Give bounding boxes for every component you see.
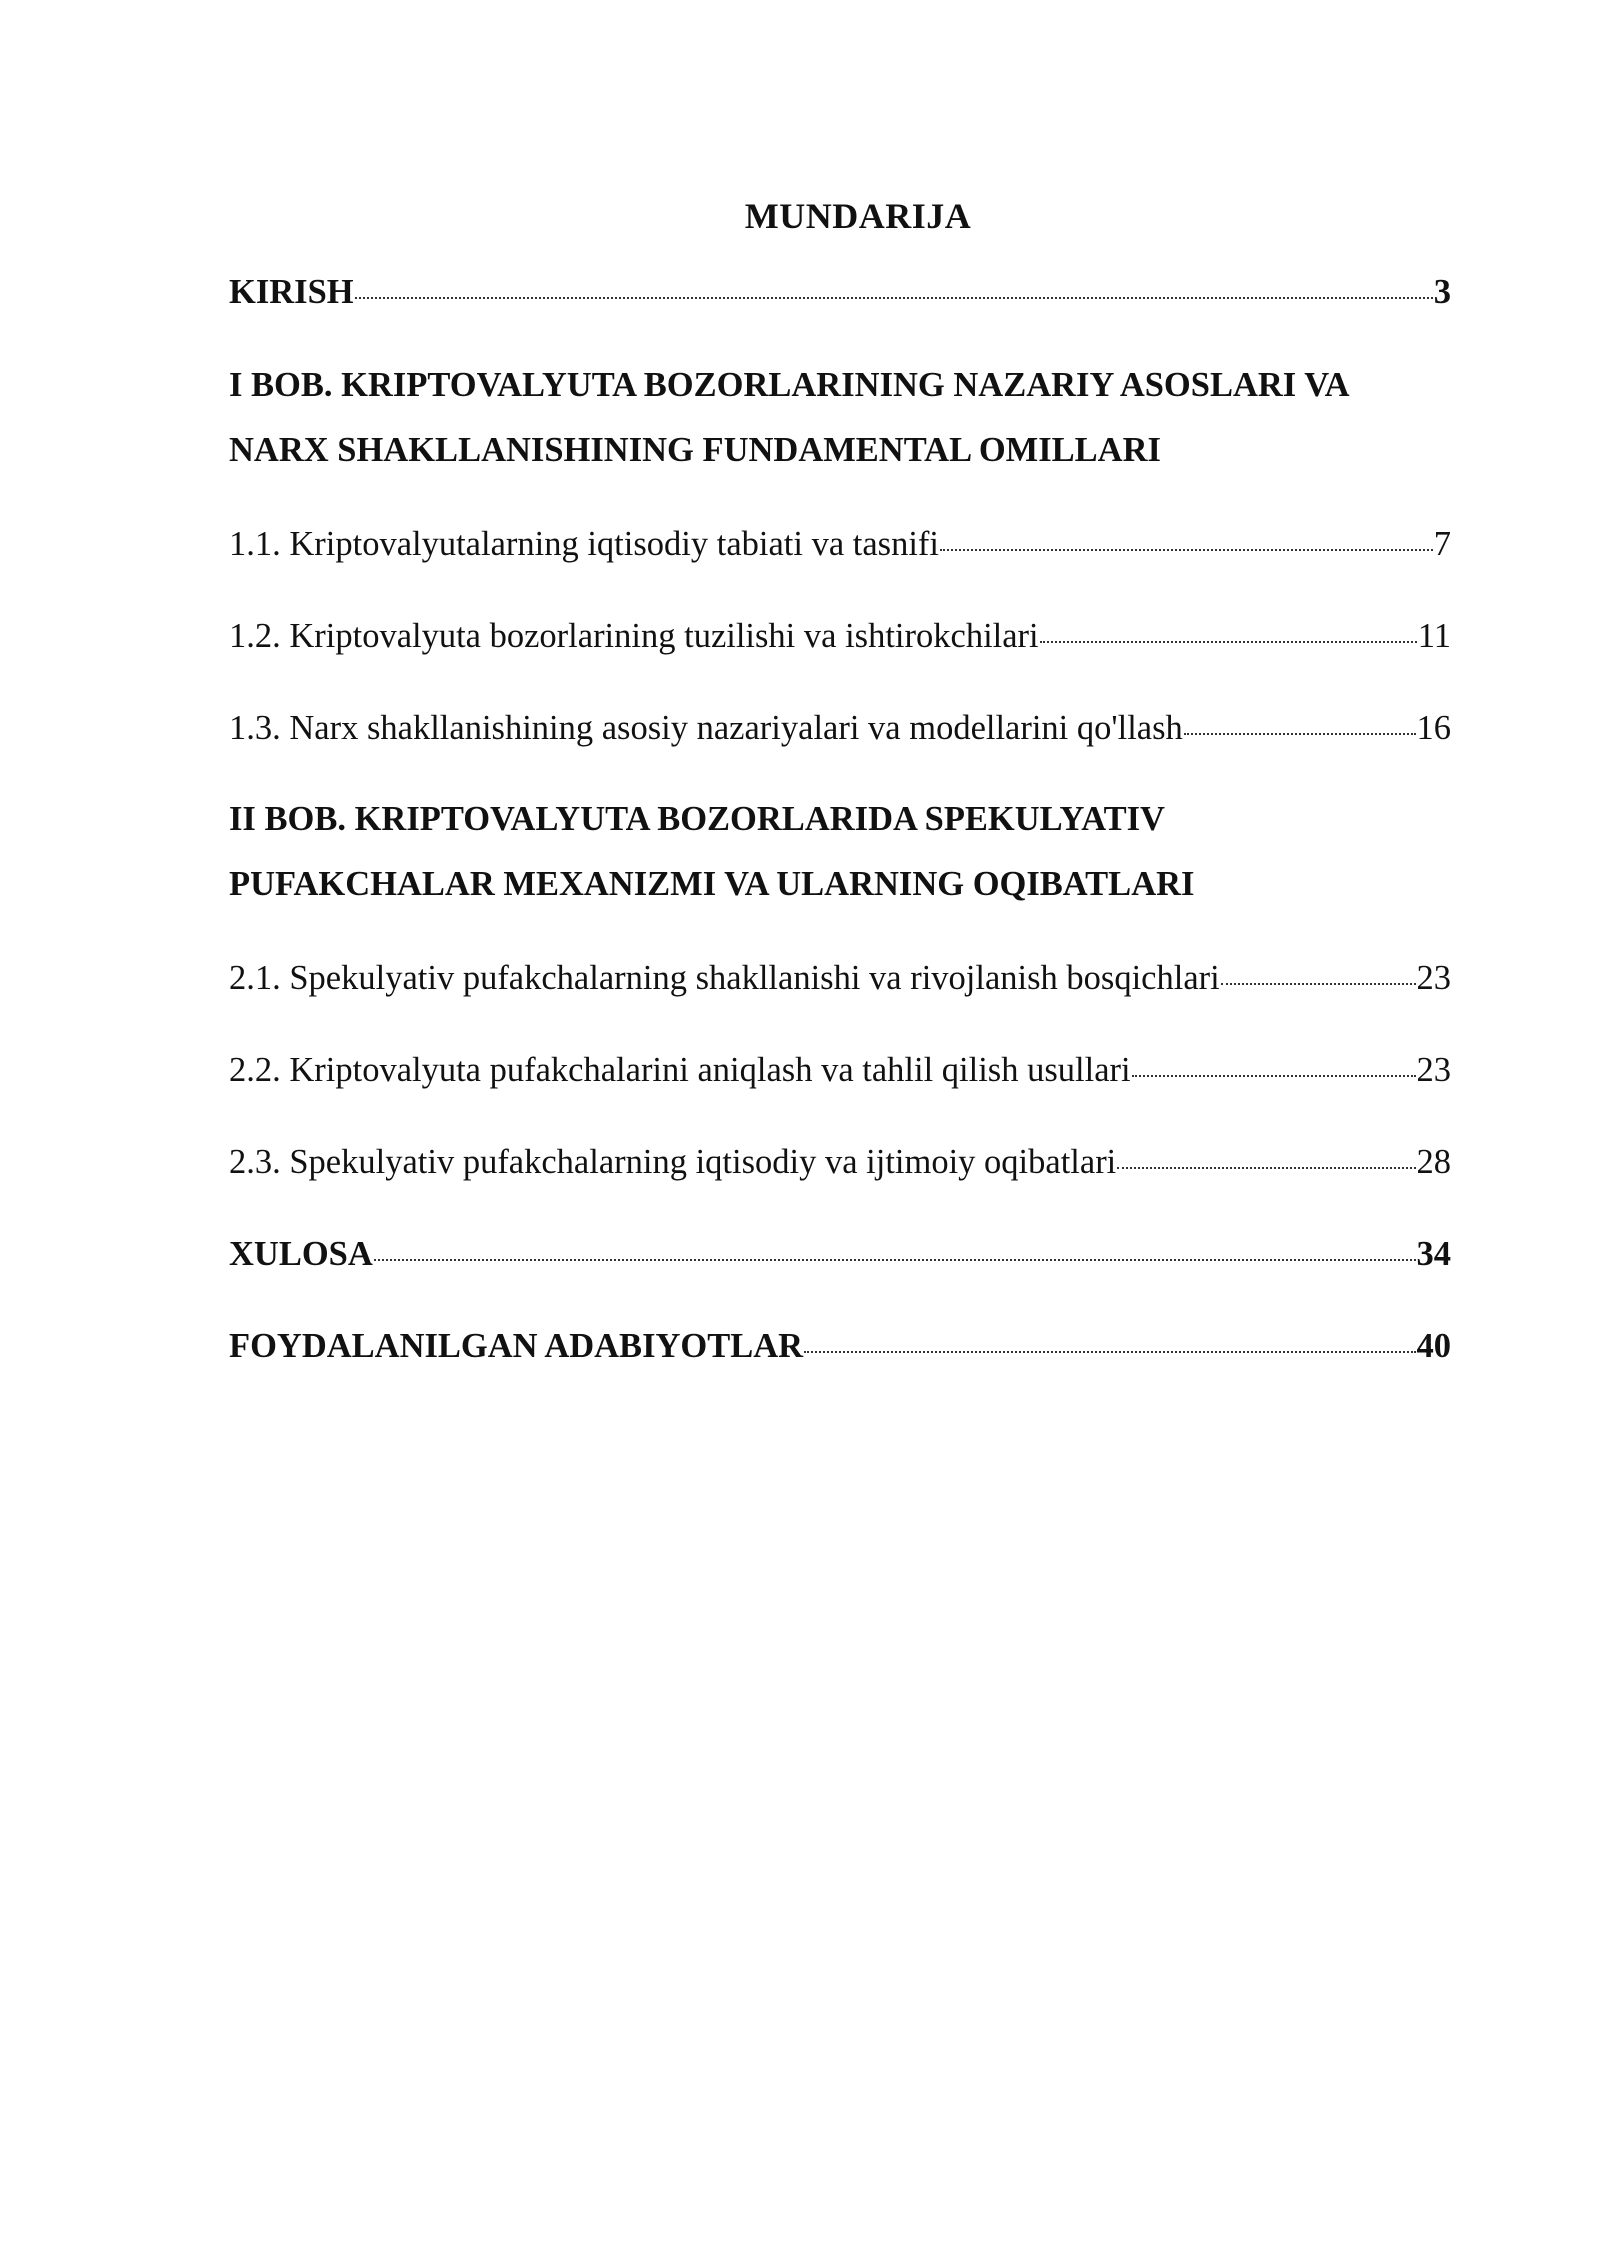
toc-entry-page: 16 [1416, 709, 1451, 747]
toc-entry-adabiyotlar[interactable] [229, 1322, 1451, 1370]
dot-leader [374, 1259, 1416, 1261]
toc-entry-page: 23 [1416, 1051, 1451, 1089]
dot-leader [1184, 733, 1416, 735]
toc-chapter-1[interactable] [229, 353, 1469, 483]
toc-entry-page: 40 [1416, 1327, 1451, 1365]
toc-entry-2-3[interactable] [229, 1138, 1451, 1186]
dot-leader [355, 297, 1433, 299]
dot-leader [1132, 1075, 1416, 1077]
toc-entry-page: 34 [1416, 1235, 1451, 1273]
toc-entry-label: KIRISH [229, 273, 354, 311]
dot-leader [804, 1351, 1415, 1353]
toc-chapter-line: NARX SHAKLLANISHINING FUNDAMENTAL OMILLARI [229, 431, 1161, 469]
toc-entry-page: 11 [1417, 617, 1451, 655]
toc-entry-1-3[interactable] [229, 704, 1451, 752]
toc-entry-label: 1.1. Kriptovalyutalarning iqtisodiy tabiati va tasnifi [229, 525, 939, 563]
dot-leader [1117, 1167, 1415, 1169]
toc-entry-label: 2.3. Spekulyativ pufakchalarning iqtisodiy va ijtimoiy oqibatlari [229, 1143, 1117, 1181]
toc-entry-label: 1.2. Kriptovalyuta bozorlarining tuzilishi va ishtirokchilari [229, 617, 1039, 655]
dot-leader [1221, 983, 1416, 985]
toc-entry-2-2[interactable] [229, 1046, 1451, 1094]
dot-leader [1040, 641, 1417, 643]
toc-entry-1-1[interactable] [229, 520, 1451, 568]
toc-entry-1-2[interactable] [229, 612, 1451, 660]
toc-chapter-line: PUFAKCHALAR MEXANIZMI VA ULARNING OQIBATLARI [229, 865, 1195, 903]
dot-leader [940, 549, 1433, 551]
toc-entry-label: 2.1. Spekulyativ pufakchalarning shakllanishi va rivojlanish bosqichlari [229, 959, 1220, 997]
toc-chapter-line: II BOB. KRIPTOVALYUTA BOZORLARIDA SPEKULYATIV [229, 800, 1165, 838]
toc-entry-label: 1.3. Narx shakllanishining asosiy nazariyalari va modellarini qo'llash [229, 709, 1183, 747]
toc-title: MUNDARIJA [744, 196, 972, 236]
toc-chapter-2[interactable] [229, 787, 1469, 917]
toc-chapter-line: I BOB. KRIPTOVALYUTA BOZORLARINING NAZARIY ASOSLARI VA [229, 366, 1350, 404]
toc-entry-page: 3 [1433, 273, 1451, 311]
toc-entry-label: XULOSA [229, 1235, 373, 1273]
toc-entry-page: 23 [1416, 959, 1451, 997]
toc-entry-label: 2.2. Kriptovalyuta pufakchalarini aniqlash va tahlil qilish usullari [229, 1051, 1131, 1089]
toc-entry-page: 7 [1433, 525, 1451, 563]
toc-entry-label: FOYDALANILGAN ADABIYOTLAR [229, 1327, 804, 1365]
toc-entry-2-1[interactable] [229, 954, 1451, 1002]
toc-entry-page: 28 [1416, 1143, 1451, 1181]
toc-entry-xulosa[interactable] [229, 1230, 1451, 1278]
toc-entry-kirish[interactable] [229, 268, 1451, 316]
